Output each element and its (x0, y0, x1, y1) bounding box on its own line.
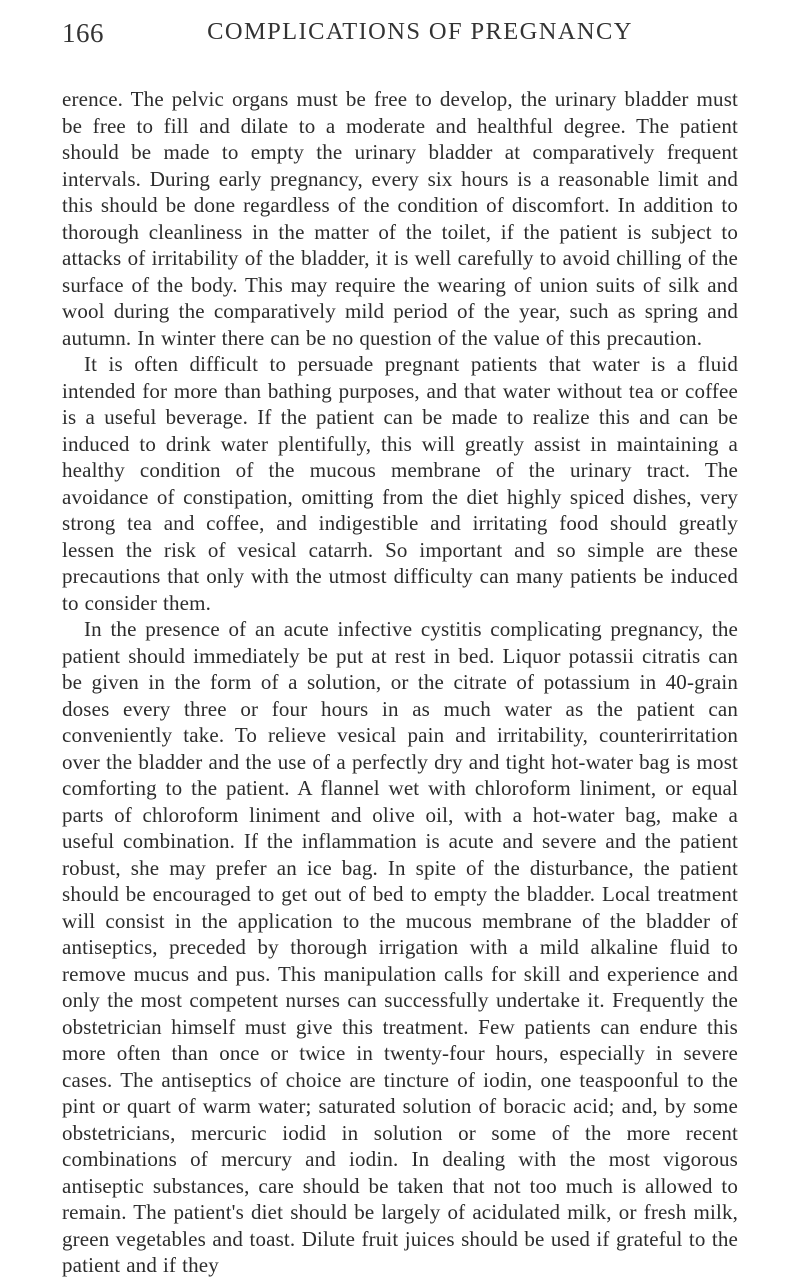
body-text (62, 86, 738, 1279)
page-number: 166 (62, 18, 104, 48)
paragraph-continuation: erence. The pelvic organs must be free to develop, the urinary bladder must be free to fill and dilate to a moderate and healthful degree. The patient should be made to empty the urinary bladder at comparatively frequent intervals. During early pregnancy, every six hours is a reasonable limit and this should be done regardless of the condition of discomfort. In addition to thorough cleanliness in the matter of the toilet, if the patient is subject to attacks of irritability of the bladder, it is well carefully to avoid chilling of the surface of the body. This may require the wearing of union suits of silk and wool during the comparatively mild period of the year, such as spring and autumn. In winter there can be no question of the value of this precaution. (62, 87, 738, 350)
paragraph-acute-cystitis: In the presence of an acute infective cystitis complicating pregnancy, the patient should immediately be put at rest in bed. Liquor potassii citratis can be given in the form of a solution, or the citrate of potassium in 40-grain doses every three or four hours in as much water as the patient can conveniently take. To relieve vesical pain and irritability, counterirritation over the bladder and the use of a perfectly dry and tight hot-water bag is most comforting to the patient. A flannel wet with chloroform liniment, or equal parts of chloroform liniment and olive oil, with a hot-water bag, make a useful combination. If the inflammation is acute and severe and the patient robust, she may prefer an ice bag. In spite of the disturbance, the patient should be encouraged to get out of bed to empty the bladder. Local treatment will consist in the application to the mucous membrane of the bladder of antiseptics, preceded by thorough irrigation with a mild alkaline fluid to remove mucus and pus. This manipulation calls for skill and experience and only the most competent nurses can successfully undertake it. Frequently the obstetrician himself must give this treatment. Few patients can endure this more often than once or twice in twenty-four hours, especially in severe cases. The antiseptics of choice are tincture of iodin, one teaspoonful to the pint or quart of warm water; saturated solution of boracic acid; and, by some obstetricians, mercuric iodid in solution or some of the more recent combinations of mercury and iodin. In dealing with the most vigorous antiseptic substances, care should be taken that not too much is allowed to remain. The patient's diet should be largely of acidulated milk, or fresh milk, green vegetables and toast. Dilute fruit juices should be used if grateful to the patient and if they (62, 617, 738, 1277)
running-title: COMPLICATIONS OF PREGNANCY (207, 18, 633, 45)
running-head (62, 18, 738, 58)
paragraph-water-beverage: It is often difficult to persuade pregnant patients that water is a fluid intended for more than bathing purposes, and that water without tea or coffee is a useful beverage. If the patient can be made to realize this and can be induced to drink water plentifully, this will greatly assist in maintaining a healthy condition of the mucous membrane of the urinary tract. The avoidance of constipation, omitting from the diet highly spiced dishes, very strong tea and coffee, and indigestible and irritating food should greatly lessen the risk of vesical catarrh. So important and so simple are these precautions that only with the utmost difficulty can many patients be induced to consider them. (62, 352, 738, 615)
